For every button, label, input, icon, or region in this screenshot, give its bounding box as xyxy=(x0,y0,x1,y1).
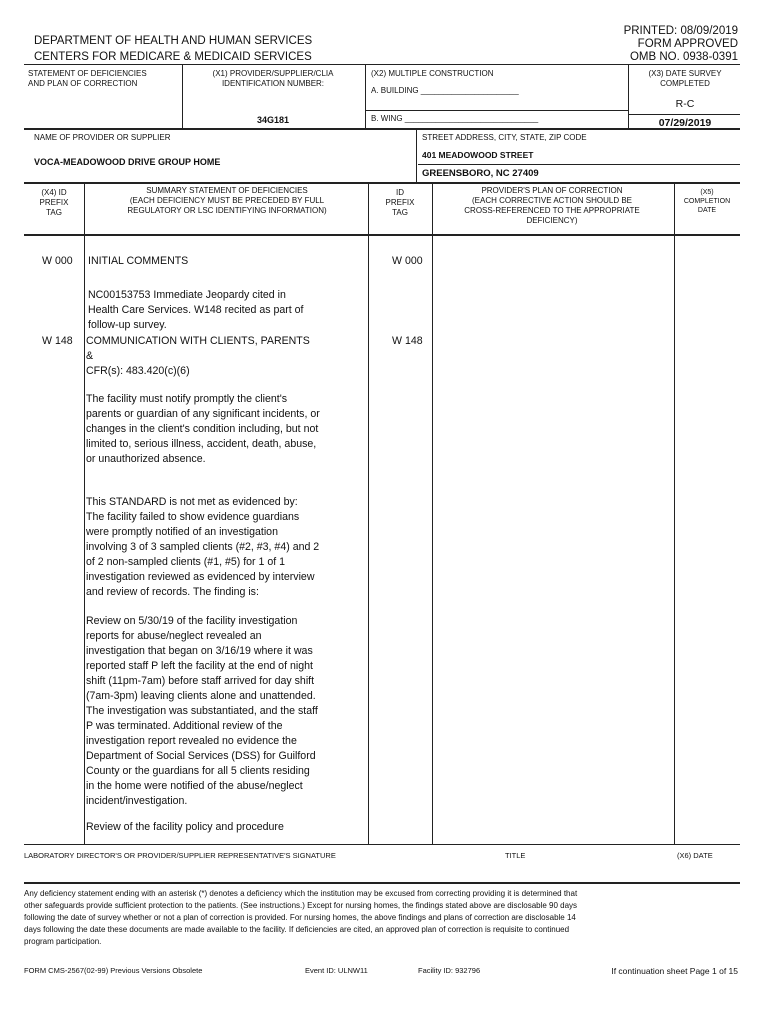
x4-prefix-header: (X4) ID PREFIX TAG xyxy=(39,188,69,217)
multiple-construction-label: (X2) MULTIPLE CONSTRUCTION xyxy=(371,69,494,78)
paragraph-intro: NC00153753 Immediate Jeopardy cited in Health Care Services. W148 recited as part of follow-up survey. xyxy=(88,289,304,331)
signature-label: LABORATORY DIRECTOR'S OR PROVIDER/SUPPLIER REPRESENTATIVE'S SIGNATURE xyxy=(24,851,336,860)
communication-title: COMMUNICATION WITH CLIENTS, PARENTS & CFR(s): 483.420(c)(6) xyxy=(86,335,310,377)
survey-code: R-C xyxy=(675,98,695,110)
centers-title: CENTERS FOR MEDICARE & MEDICAID SERVICES xyxy=(34,51,312,63)
date-survey-label: (X3) DATE SURVEY COMPLETED xyxy=(648,69,722,88)
provider-id-value: 34G181 xyxy=(256,115,290,125)
summary-header: SUMMARY STATEMENT OF DEFICIENCIES (EACH DEFICIENCY MUST BE PRECEDED BY FULL REGULATORY OR LSC IDENTIFYING INFORMATION) xyxy=(127,186,327,215)
title-label: TITLE xyxy=(505,851,526,860)
form-approved: FORM APPROVED xyxy=(637,38,738,50)
id-prefix-header: ID PREFIX TAG xyxy=(385,188,415,217)
tag-w000-right: W 000 xyxy=(392,255,423,267)
address-label: STREET ADDRESS, CITY, STATE, ZIP CODE xyxy=(422,133,587,142)
paragraph-evidence: This STANDARD is not met as evidenced by: The facility failed to show evidence guardians were promptly notified of an investigation involving 3 of 3 sampled clients (#2, #3, #4) and 2 of 2 non-sampled clients (#1, #5) for 1 of 1 investigation reviewed as evidenced by interview and review of records. The finding is: xyxy=(86,496,320,598)
initial-comments-title: INITIAL COMMENTS xyxy=(88,255,189,267)
form-number: FORM CMS-2567(02-99) Previous Versions Obsolete xyxy=(24,966,203,975)
tag-w148-right: W 148 xyxy=(392,335,423,347)
plan-header: PROVIDER'S PLAN OF CORRECTION (EACH CORRECTIVE ACTION SHOULD BE CROSS-REFERENCED TO THE APPROPRIATE DEFICIENCY) xyxy=(464,186,640,225)
tag-w148: W 148 xyxy=(42,335,73,347)
street-address: 401 MEADOWOOD STREET xyxy=(422,150,534,160)
event-id: Event ID: ULNW11 xyxy=(305,966,368,975)
paragraph-policy: Review of the facility policy and procedure xyxy=(86,821,284,833)
disclaimer-text: Any deficiency statement ending with an asterisk (*) denotes a deficiency which the institution may be excused from correcting providing it is determined that other safeguards provide sufficient protection to the patients. (See instructions.) Except for nursing homes, the findings stated above are disclosable 90 days following the date of survey whether or not a plan of correction is provided. For nursing homes, the above findings and plans of correction are disclosable 14 days following the date these documents are made available to the facility. If deficiencies are cited, an approved plan of correction is requisite to continued program participation. xyxy=(24,889,578,946)
paragraph-requirement: The facility must notify promptly the client's parents or guardian of any significant incidents, or changes in the client's condition including, but not limited to, serious illness, accident, death, abuse, or unauthorized absence. xyxy=(86,393,320,465)
survey-date: 07/29/2019 xyxy=(658,117,712,129)
provider-name: VOCA-MEADOWOOD DRIVE GROUP HOME xyxy=(34,157,221,167)
printed-date: PRINTED: 08/09/2019 xyxy=(623,25,738,37)
paragraph-review: Review on 5/30/19 of the facility investigation reports for abuse/neglect revealed an investigation that began on 3/16/19 where it was reported staff P left the facility at the end of night shift (11pm-7am) before staff arrived for day shift (7am-3pm) leaving clients alone and unattended. The investigation was substantiated, and the staff P was terminated. Additional review of the investigation report revealed no evidence the Department of Social Services (DSS) for Guilford County or the guardians for all 5 clients residing in the home were notified of the abuse/neglect incident/investigation. xyxy=(86,615,318,807)
city-state-zip: GREENSBORO, NC 27409 xyxy=(422,168,539,179)
completion-header: (X5) COMPLETION DATE xyxy=(683,189,731,214)
building-field: A. BUILDING ______________________ xyxy=(371,86,519,95)
statement-label: STATEMENT OF DEFICIENCIES AND PLAN OF CORRECTION xyxy=(28,69,147,88)
provider-id-label: (X1) PROVIDER/SUPPLIER/CLIA IDENTIFICATION NUMBER: xyxy=(212,69,334,88)
date-label: (X6) DATE xyxy=(677,851,713,860)
wing-field: B. WING ______________________________ xyxy=(371,114,539,123)
facility-id: Facility ID: 932796 xyxy=(418,966,481,975)
department-title: DEPARTMENT OF HEALTH AND HUMAN SERVICES xyxy=(34,35,313,47)
tag-w000: W 000 xyxy=(42,255,73,267)
omb-number: OMB NO. 0938-0391 xyxy=(629,51,738,63)
provider-name-label: NAME OF PROVIDER OR SUPPLIER xyxy=(34,133,171,142)
page-indicator: If continuation sheet Page 1 of 15 xyxy=(611,966,738,976)
